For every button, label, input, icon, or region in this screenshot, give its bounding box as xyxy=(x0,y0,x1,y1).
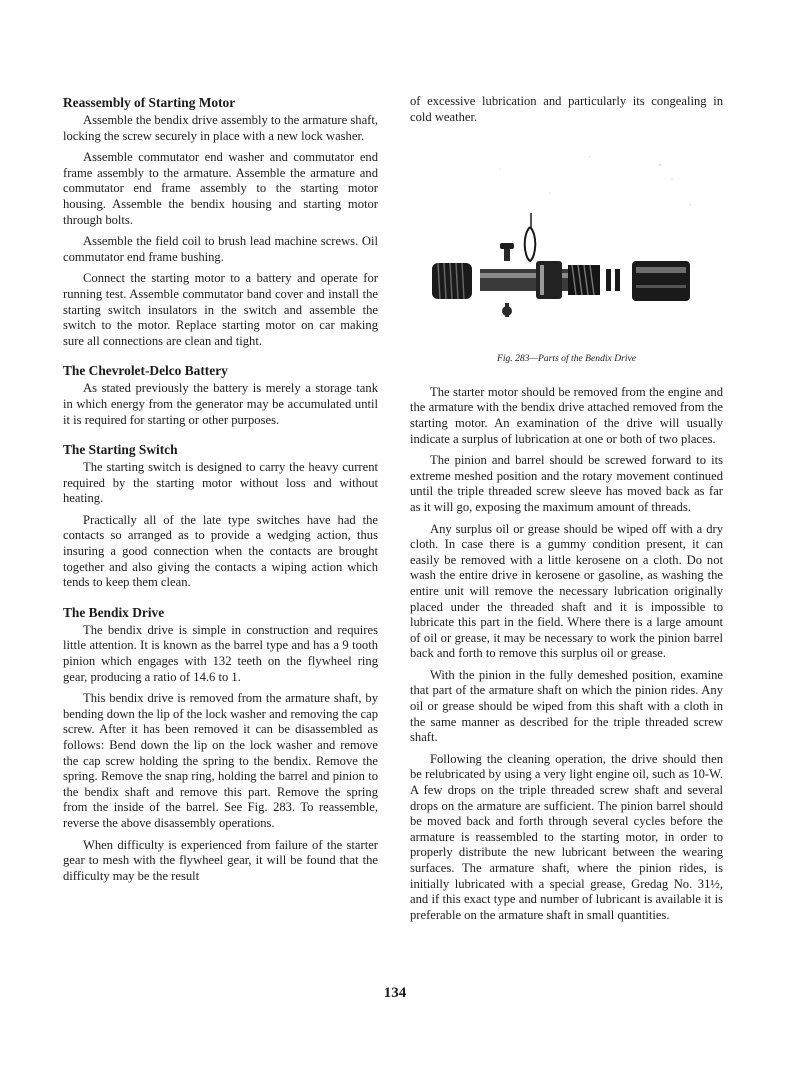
section-heading: Reassembly of Starting Motor xyxy=(63,95,236,110)
paragraph: The starter motor should be removed from the engine and the armature with the bendix drive attached removed from the starting motor. An examination of the drive will usually indicate a surplus of lubrication at one or both of two places. xyxy=(410,384,723,446)
section-battery xyxy=(63,363,378,428)
right-column xyxy=(410,94,723,929)
section-reassembly xyxy=(63,95,378,349)
figure-caption: Fig. 283—Parts of the Bendix Drive xyxy=(496,353,637,365)
paragraph: Assemble commutator end washer and commutator end frame assembly to the armature. Assemble the armature and commutator end frame assembly to the starting motor housing. Assemble the bendix housing and starting motor through bolts. xyxy=(63,150,378,227)
section-heading: The Starting Switch xyxy=(63,442,178,458)
continued-paragraph: of excessive lubrication and particularly its congealing in cold weather. xyxy=(410,94,723,124)
paragraph: Practically all of the late type switches have had the contacts so arranged as to provide a wedging action, thus insuring a good connection when the contacts are brought together and also giving the contacts a wiping action which tends to keep them clean. xyxy=(63,512,378,590)
paragraph: The pinion and barrel should be screwed forward to its extreme meshed position and the rotary movement continued until the triple threaded screw sleeve has moved back as far as it will go, exposing the maximum amount of threads. xyxy=(410,453,723,514)
paragraph: This bendix drive is removed from the armature shaft, by bending down the lip of the lock washer and removing the cap screw. After it has been removed it can be disassembled as follows: Bend down the lip on the lock washer and remove the cap screw holding the spring to the bendix. Remove the spring. Remove the snap ring, holding the barrel and pinion to the bendix shaft and remove this part. Remove the spring from the inside of the barrel. See Fig. 283. To reassemble, reverse the above disassembly operations. xyxy=(63,691,378,830)
paragraph: As stated previously the battery is merely a storage tank in which energy from the generator may be accumulated until it is required for starting or other purposes. xyxy=(63,381,378,427)
section-heading: The Bendix Drive xyxy=(63,604,165,620)
figure-bendix-parts xyxy=(410,135,723,345)
section-heading: The Chevrolet-Delco Battery xyxy=(63,363,228,379)
section-bendix-drive xyxy=(63,605,378,885)
snap-ring-part xyxy=(606,269,620,291)
page-number: 134 xyxy=(383,985,407,1001)
section-starting-switch xyxy=(63,442,378,591)
bendix-parts-illustration xyxy=(410,135,723,345)
spring-part xyxy=(432,263,472,299)
left-column xyxy=(63,95,378,890)
paragraph: The bendix drive is simple in construction and requires little attention. It is known as the barrel type and has a 9 tooth pinion which engages with 132 teeth on the flywheel ring gear, producing a ratio of 14.6 to 1. xyxy=(63,622,378,684)
threaded-shaft-part xyxy=(480,261,600,299)
pinion-barrel-part xyxy=(632,261,690,301)
paragraph: Connect the starting motor to a battery and operate for running test. Assemble commutator band cover and install the starting switch insulators in the switch and assemble the switch to the motor. Replace starting motor on car making sure all connections are clean and tight. xyxy=(63,271,378,348)
paragraph: Assemble the field coil to brush lead machine screws. Oil commutator end frame bushing. xyxy=(63,234,378,264)
paragraph: Assemble the bendix drive assembly to the armature shaft, locking the screw securely in place with a new lock washer. xyxy=(63,113,378,143)
paragraph: The starting switch is designed to carry the heavy current required by the starting motor without loss and without heating. xyxy=(63,460,378,506)
paragraph: Following the cleaning operation, the drive should then be relubricated by using a very light engine oil, such as 10-W. A few drops on the triple threaded screw shaft and several drops on the armature are sufficient. The pinion barrel should be moved back and forth through several cycles before the armature is reassembled to the starting motor, in order to properly distribute the new lubricant between the wearing surfaces. The armature shaft, where the pinion rides, is initially lubricated with a special grease, Gredag No. 31½, and if this exact type and number of lubricant is available it is preferable on the armature shaft in small quantities. xyxy=(410,751,723,922)
paragraph: When difficulty is experienced from failure of the starter gear to mesh with the flywheel gear, it will be found that the difficulty may be the result xyxy=(63,837,378,883)
paragraph: With the pinion in the fully demeshed position, examine that part of the armature shaft on which the pinion rides. Any oil or grease should be wiped from this shaft with a cloth in the same manner as described for the triple threaded screw shaft. xyxy=(410,667,723,745)
paragraph: Any surplus oil or grease should be wiped off with a dry cloth. In case there is a gummy condition present, it can easily be removed with a little kerosene on a cloth. Do not wash the entire drive in kerosene or gasoline, as washing the entire unit will remove the necessary lubrication originally placed under the threaded shaft and it is impossible to lubricate this part in the field. Where there is a large amount of oil or grease, it may be necessary to work the pinion barrel back and forth to remove this surplus oil or grease. xyxy=(410,521,723,661)
